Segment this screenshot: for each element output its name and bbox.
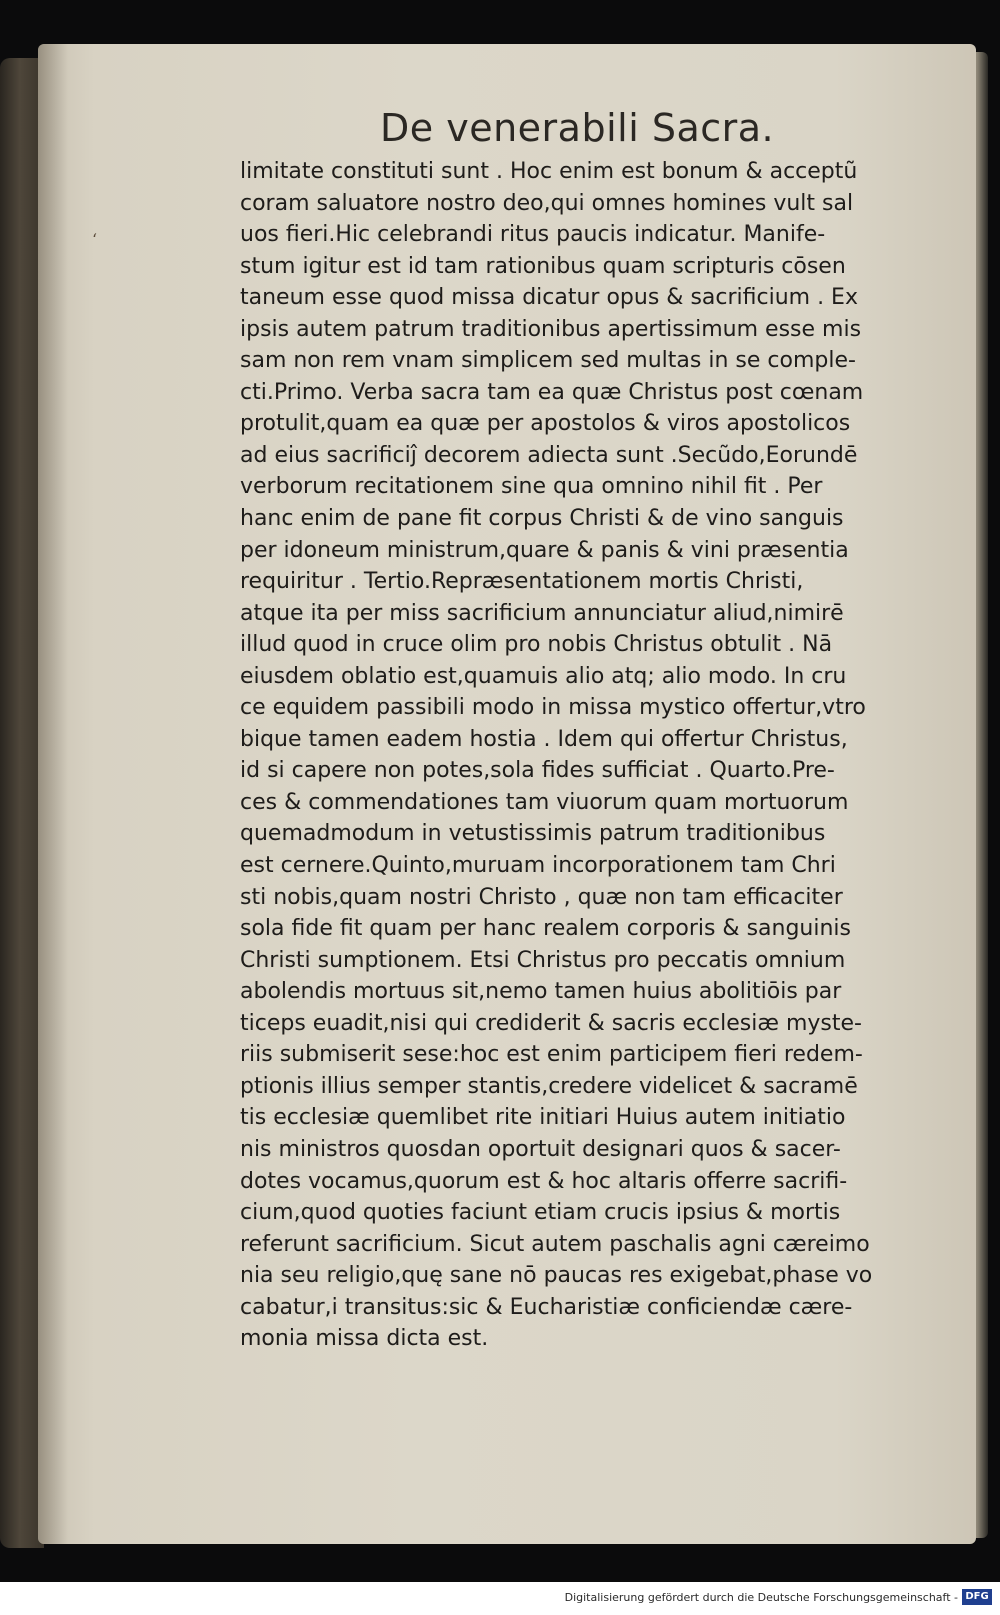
text-line: ces & commendationes tam viuorum quam mortuorum — [240, 789, 849, 815]
text-line: bique tamen eadem hostia . Idem qui offertur Christus, — [240, 726, 848, 752]
text-line: limitate constituti sunt . Hoc enim est bonum & acceptũ — [240, 159, 858, 184]
text-line: ticeps euadit,nisi qui crediderit & sacris ecclesiæ myste- — [240, 1010, 862, 1036]
text-line: requiritur . Tertio.Repræsentationem mortis Christi, — [240, 569, 804, 595]
text-line: taneum esse quod missa dicatur opus & sacrificium . Ex — [240, 285, 858, 311]
text-line: riis submiserit sese:hoc est enim participem fieri redem- — [240, 1042, 863, 1068]
text-line: hanc enim de pane fit corpus Christi & de vino sanguis — [240, 506, 844, 532]
text-line: est cernere.Quinto,muruam incorporationem tam Chri — [240, 853, 836, 879]
text-line: monia missa dicta est. — [240, 1326, 489, 1352]
margin-mark: ‘ — [92, 230, 98, 249]
text-line: nia seu religio,quę sane nō paucas res exigebat,phase vo — [240, 1263, 873, 1289]
text-line: nis ministros quosdan oportuit designari quos & sacer- — [240, 1136, 841, 1162]
text-line: Christi sumptionem. Etsi Christus pro peccatis omnium — [240, 947, 846, 973]
text-line: sam non rem vnam simplicem sed multas in se comple- — [240, 348, 856, 374]
text-line: ptionis illius semper stantis,credere videlicet & sacramē — [240, 1073, 858, 1099]
dfg-logo: DFG — [962, 1589, 992, 1605]
text-line: ce equidem passibili modo in missa mystico offertur,vtro — [240, 695, 866, 721]
running-head: De venerabili Sacra. — [380, 106, 775, 150]
text-line: ipsis autem patrum traditionibus apertissimum esse mis — [240, 316, 862, 342]
text-line: cabatur,i transitus:sic & Eucharistiæ conficiendæ cære- — [240, 1294, 853, 1320]
funding-credit: Digitalisierung gefördert durch die Deutsche Forschungsgemeinschaft - — [564, 1591, 958, 1604]
footer-bar — [0, 1582, 1000, 1615]
text-line: referunt sacrificium. Sicut autem paschalis agni cæreimo — [240, 1231, 870, 1257]
text-line: sola fide fit quam per hanc realem corporis & sanguinis — [240, 916, 852, 942]
text-line: protulit,quam ea quæ per apostolos & viros apostolicos — [240, 411, 851, 437]
text-line: stum igitur est id tam rationibus quam scripturis cōsen — [240, 253, 846, 279]
text-line: sti nobis,quam nostri Christo , quæ non tam efficaciter — [240, 884, 843, 910]
text-line: tis ecclesiæ quemlibet rite initiari Huius autem initiatio — [240, 1105, 846, 1131]
text-line: coram saluatore nostro deo,qui omnes homines vult sal — [240, 190, 854, 216]
text-line: eiusdem oblatio est,quamuis alio atq; alio modo. In cru — [240, 663, 847, 689]
text-line: uos fieri.Hic celebrandi ritus paucis indicatur. Manife- — [240, 222, 826, 248]
text-line: verborum recitationem sine qua omnino nihil fit . Per — [240, 474, 823, 500]
text-line: abolendis mortuus sit,nemo tamen huius abolitiōis par — [240, 979, 842, 1005]
text-line: cium,quod quoties faciunt etiam crucis ipsius & mortis — [240, 1200, 841, 1226]
gutter-shadow — [38, 44, 68, 1544]
text-line: cti.Primo. Verba sacra tam ea quæ Christus post cœnam — [240, 379, 864, 405]
text-line: dotes vocamus,quorum est & hoc altaris offerre sacrifi- — [240, 1168, 848, 1194]
text-line: ad eius sacrificiĵ decorem adiecta sunt .Secũdo,Eorundē — [240, 442, 858, 468]
text-line: id si capere non potes,sola fides sufficiat . Quarto.Pre- — [240, 758, 835, 784]
text-line: quemadmodum in vetustissimis patrum traditionibus — [240, 821, 826, 847]
text-line: illud quod in cruce olim pro nobis Christus obtulit . Nā — [240, 632, 833, 658]
text-line: per idoneum ministrum,quare & panis & vini præsentia — [240, 537, 849, 563]
body-text — [240, 156, 956, 1355]
text-line: atque ita per miss sacrificium annunciatur aliud,nimirē — [240, 600, 844, 626]
